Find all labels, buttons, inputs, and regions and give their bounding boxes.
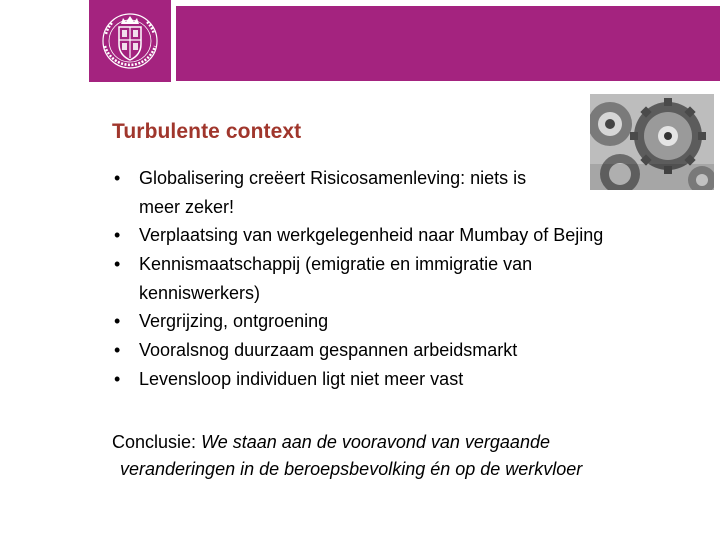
bullet-text-continued: kenniswerkers) xyxy=(139,283,261,303)
bullet-text: Levensloop individuen ligt niet meer vast xyxy=(139,369,464,389)
bullet-glyph: • xyxy=(114,369,121,389)
bullet-text: Vergrijzing, ontgroening xyxy=(139,311,329,331)
radboud-seal-icon xyxy=(89,0,171,82)
bullet-text: Kennismaatschappij (emigratie en immigratie van xyxy=(139,254,533,274)
conclusion xyxy=(112,429,702,483)
bullet-item xyxy=(114,365,704,394)
logo-area xyxy=(0,0,172,84)
bullet-glyph: • xyxy=(114,225,121,245)
bullet-glyph: • xyxy=(114,254,121,274)
bullet-item xyxy=(114,336,704,365)
bullet-item xyxy=(114,307,704,336)
bullet-list xyxy=(114,164,704,394)
bullet-text: Vooralsnog duurzaam gespannen arbeidsmarkt xyxy=(139,340,518,360)
bullet-text-continued: meer zeker! xyxy=(139,197,235,217)
conclusion-text: We staan aan de vooravond van vergaande xyxy=(201,432,550,452)
bullet-item xyxy=(114,250,704,307)
conclusion-text-continued: veranderingen in de beroepsbevolking én op de werkvloer xyxy=(120,459,583,479)
bullet-text: Verplaatsing van werkgelegenheid naar Mumbay of Bejing xyxy=(139,225,604,245)
conclusion-label: Conclusie: xyxy=(112,432,197,452)
slide-title: Turbulente context xyxy=(112,120,302,143)
bullet-glyph: • xyxy=(114,340,121,360)
logo-square xyxy=(89,0,171,82)
bullet-glyph: • xyxy=(114,168,121,188)
bullet-item xyxy=(114,164,704,221)
header-band xyxy=(176,6,720,81)
bullet-glyph: • xyxy=(114,311,121,331)
bullet-item xyxy=(114,221,704,250)
bullet-text: Globalisering creëert Risicosamenleving: niets is xyxy=(139,168,527,188)
